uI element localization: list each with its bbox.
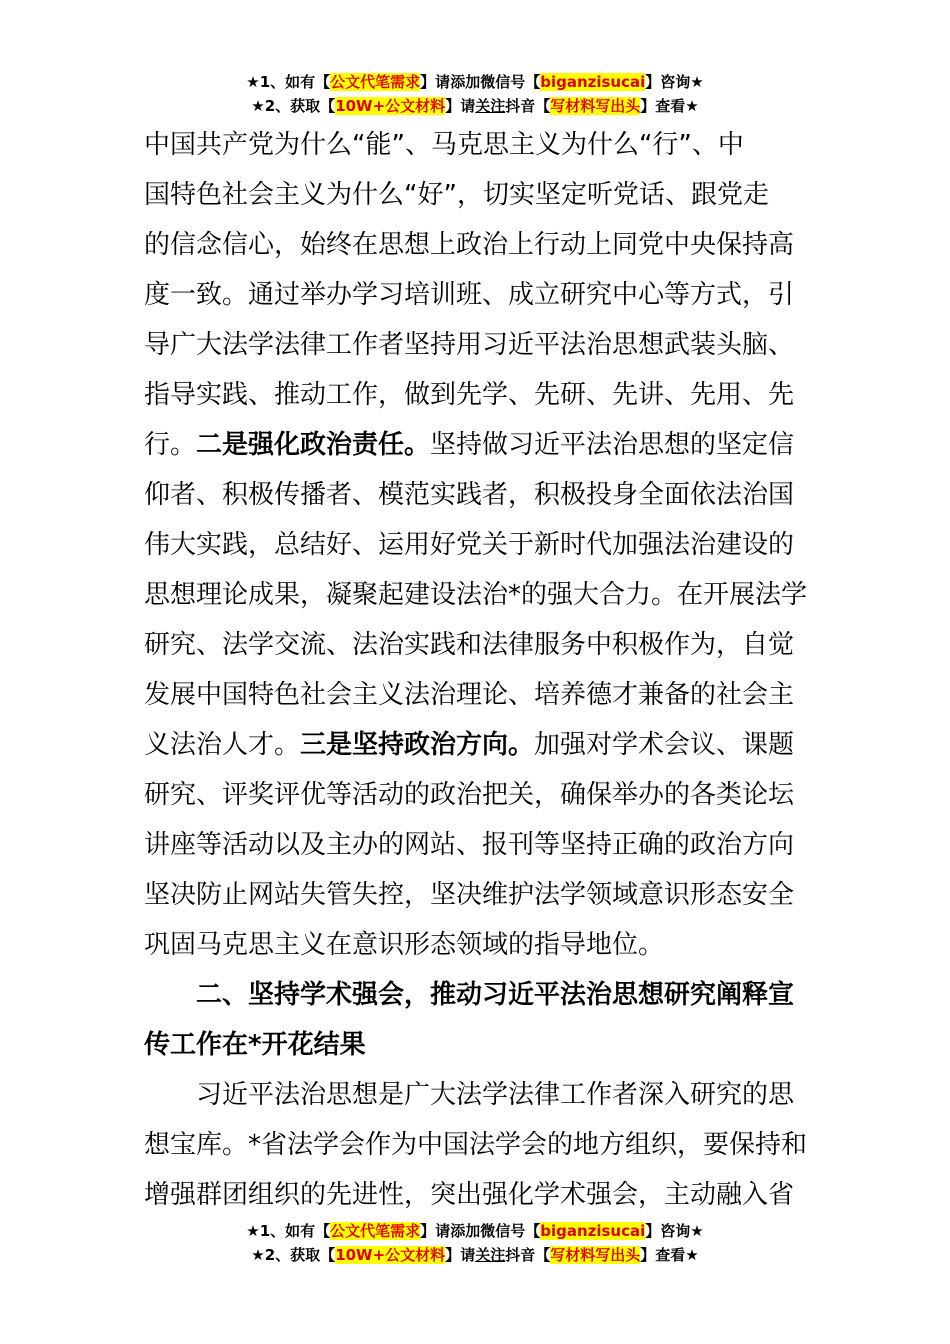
paragraph-line: 发展中国特色社会主义法治理论、培养德才兼备的社会主 — [144, 680, 795, 710]
banner-highlight: 10W+公文材料 — [335, 1246, 446, 1264]
paragraph-line — [144, 420, 808, 470]
section-heading-line — [144, 970, 808, 1020]
paragraph-line: 巩固马克思主义在意识形态领域的指导地位。 — [144, 930, 665, 960]
banner-text: 】咨询★ — [645, 73, 704, 91]
paragraph-line: 思想理论成果，凝聚起建设法治*的强大合力。在开展法学 — [144, 580, 808, 610]
paragraph-line: 想宝库。*省法学会作为中国法学会的地方组织，要保持和 — [144, 1130, 808, 1160]
paragraph-text: 行。 — [144, 430, 197, 460]
banner-text: 微信号【 — [480, 1222, 541, 1240]
section-heading-line — [144, 1020, 808, 1070]
paragraph-line: 坚决防止网站失管失控，坚决维护法学领域意识形态安全 — [144, 880, 795, 910]
paragraph-text: 坚持做习近平法治思想的坚定信 — [430, 430, 795, 460]
paragraph-line: 度一致。通过举办学习培训班、成立研究中心等方式，引 — [144, 280, 795, 310]
banner-highlight: biganzisucai — [540, 73, 646, 91]
banner-text: 】请 — [420, 1222, 451, 1240]
paragraph-line: 中国共产党为什么“能”、马克思主义为什么“行”、中 — [144, 130, 744, 160]
banner-highlight: 公文代笔需求 — [330, 73, 421, 91]
bold-phrase: 二是强化政治责任。 — [196, 430, 431, 460]
banner-text: ★1、如有【 — [246, 1222, 331, 1240]
banner-text: 抖音【 — [505, 1246, 551, 1264]
paragraph-line: 的信念信心，始终在思想上政治上行动上同党中央保持高 — [144, 230, 795, 260]
paragraph-text: 加强对学术会议、课题 — [534, 730, 795, 760]
paragraph-line: 国特色社会主义为什么“好”，切实坚定听党话、跟党走 — [144, 180, 769, 210]
heading-text: 二、坚持学术强会，推动习近平法治思想研究阐释宣 — [196, 980, 795, 1010]
banner-text: 】查看★ — [640, 97, 699, 115]
paragraph-line: 研究、评奖评优等活动的政治把关，确保举办的各类论坛 — [144, 780, 795, 810]
banner-text: 】请 — [445, 1246, 476, 1264]
bold-phrase: 三是坚持政治方向。 — [300, 730, 535, 760]
banner-text: 微信号【 — [480, 73, 541, 91]
banner-text: 】咨询★ — [645, 1222, 704, 1240]
banner-line-2 — [0, 94, 950, 118]
paragraph-line: 习近平法治思想是广大法学法律工作者深入研究的思 — [196, 1080, 795, 1110]
banner-text: 抖音【 — [505, 97, 551, 115]
banner-text: 】查看★ — [640, 1246, 699, 1264]
paragraph-line: 增强群团组织的先进性，突出强化学术强会，主动融入省 — [144, 1180, 795, 1210]
banner-text: 】请 — [445, 97, 476, 115]
heading-text: 传工作在*开花结果 — [144, 1030, 366, 1060]
banner-highlight: biganzisucai — [540, 1222, 646, 1240]
banner-text: ★1、如有【 — [246, 73, 331, 91]
paragraph-line: 仰者、积极传播者、模范实践者，积极投身全面依法治国 — [144, 480, 795, 510]
paragraph-line: 伟大实践，总结好、运用好党关于新时代加强法治建设的 — [144, 530, 795, 560]
paragraph-text: 义法治人才。 — [144, 730, 301, 760]
paragraph-line: 指导实践、推动工作，做到先学、先研、先讲、先用、先 — [144, 380, 795, 410]
banner-line-1 — [0, 1219, 950, 1243]
banner-line-1 — [0, 70, 950, 94]
header-banner — [0, 70, 950, 118]
banner-highlight: 写材料写出头 — [550, 1246, 641, 1264]
banner-highlight: 写材料写出头 — [550, 97, 641, 115]
footer-banner — [0, 1219, 950, 1267]
paragraph-line: 导广大法学法律工作者坚持用习近平法治思想武装头脑、 — [144, 330, 795, 360]
banner-text: ★2、获取【 — [251, 1246, 336, 1264]
paragraph-line: 研究、法学交流、法治实践和法律服务中积极作为，自觉 — [144, 630, 795, 660]
banner-text: 添加 — [450, 1222, 481, 1240]
banner-text: 关注 — [475, 1246, 506, 1264]
banner-highlight: 10W+公文材料 — [335, 97, 446, 115]
document-body — [144, 120, 808, 1220]
paragraph-line: 讲座等活动以及主办的网站、报刊等坚持正确的政治方向 — [144, 830, 795, 860]
banner-highlight: 公文代笔需求 — [330, 1222, 421, 1240]
banner-text: 关注 — [475, 97, 506, 115]
banner-text: 添加 — [450, 73, 481, 91]
banner-text: 】请 — [420, 73, 451, 91]
banner-line-2 — [0, 1243, 950, 1267]
banner-text: ★2、获取【 — [251, 97, 336, 115]
paragraph-line — [144, 720, 808, 770]
